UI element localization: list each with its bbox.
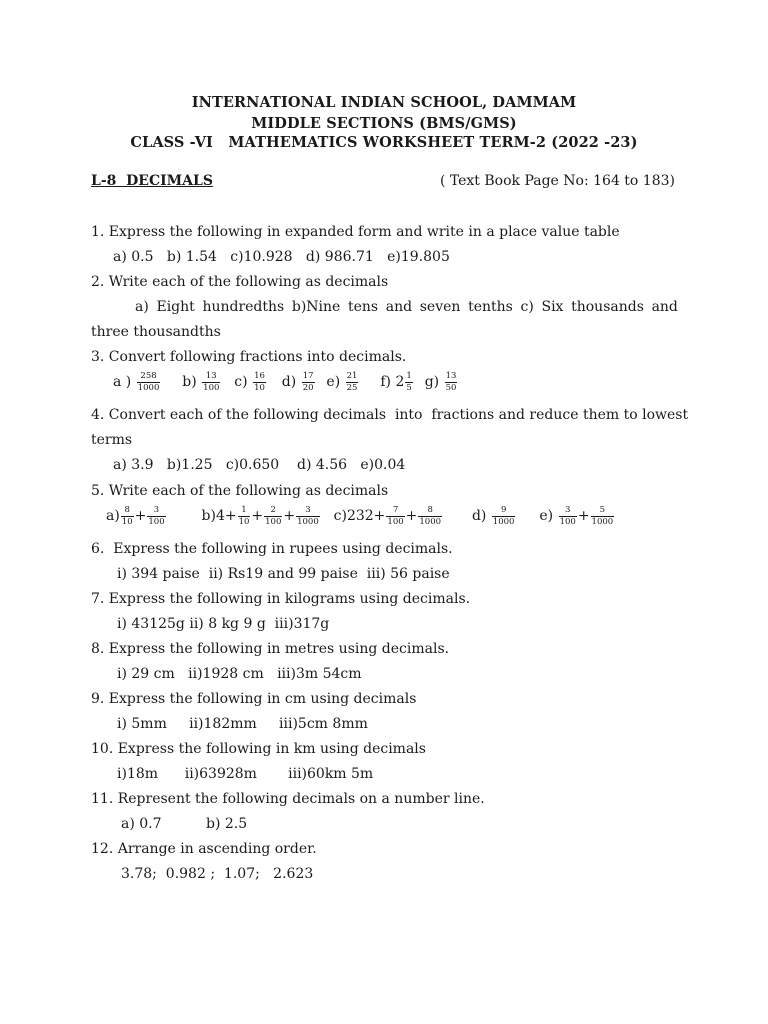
q2-word: c): [520, 299, 534, 315]
textbook-pages: ( Text Book Page No: 164 to 183): [439, 173, 675, 189]
q3-d-label: d): [281, 374, 297, 390]
fraction: $\frac{16}{10}$: [254, 371, 265, 393]
q2-word: b)Nine: [291, 299, 341, 315]
sections-heading: MIDDLE SECTIONS (BMS/GMS): [251, 115, 517, 132]
question-4-cont: terms: [91, 432, 133, 448]
q5-c-label: c)232+: [333, 508, 386, 524]
q2-word: tens: [347, 299, 379, 315]
question-4: 4. Convert each of the following decimals into fractions and reduce them to lowest: [91, 407, 689, 423]
question-5: 5. Write each of the following as decimals: [91, 483, 389, 499]
q2-word: a): [135, 299, 149, 315]
question-1-options: a) 0.5 b) 1.54 c)10.928 d) 986.71 e)19.805: [113, 249, 450, 265]
fraction: $\frac{3}{100}$: [559, 505, 576, 527]
question-3: 3. Convert following fractions into decimals.: [91, 349, 407, 365]
q2-word: Six: [541, 299, 564, 315]
lesson-title: L-8 DECIMALS: [91, 173, 213, 189]
q2-word: thousands: [571, 299, 644, 315]
fraction: $\frac{5}{1000}$: [591, 505, 614, 527]
question-2: 2. Write each of the following as decimals: [91, 274, 389, 290]
q5-d-label: d): [471, 508, 487, 524]
question-9: 9. Express the following in cm using decimals: [91, 691, 417, 707]
question-2-options-cont: three thousandths: [91, 324, 221, 340]
fraction: $\frac{7}{100}$: [387, 505, 404, 527]
fraction: $\frac{21}{25}$: [346, 371, 358, 393]
fraction: $\frac{8}{10}$: [121, 505, 133, 527]
question-6: 6. Express the following in rupees using decimals.: [91, 541, 453, 557]
q2-word: seven: [419, 299, 461, 315]
question-1: 1. Express the following in expanded form and write in a place value table: [91, 224, 620, 240]
question-12-options: 3.78; 0.982 ; 1.07; 2.623: [121, 866, 314, 882]
question-6-options: i) 394 paise ii) Rs19 and 99 paise iii) 56 paise: [117, 566, 450, 582]
fraction: $\frac{3}{100}$: [148, 505, 165, 527]
q3-g-label: g): [424, 374, 440, 390]
question-5-options: a) $\frac{8}{10}$ + $\frac{3}{100}$ b)4+ $\frac{1}{10}$ + $\frac{2}{100}$ + $\frac{3}{1000}$ c)232+ $\frac{7}{100}$ + $\frac{8}{1000}$ d) $\frac{9}{1000}$ e) $\frac{3}{100}$ + $\frac{5}{1000}$: [106, 505, 614, 527]
question-7-options: i) 43125g ii) 8 kg 9 g iii)317g: [117, 616, 330, 632]
q5-a-label: a): [106, 508, 120, 524]
question-2-options: [91, 299, 678, 315]
question-11-options: a) 0.7 b) 2.5: [121, 816, 248, 832]
question-7: 7. Express the following in kilograms using decimals.: [91, 591, 471, 607]
fraction: $\frac{1}{5}$: [406, 371, 412, 393]
worksheet-title: CLASS -VI MATHEMATICS WORKSHEET TERM-2 (2022 -23): [130, 134, 638, 151]
q5-b-label: b)4+: [201, 508, 237, 524]
fraction: $\frac{2}{100}$: [265, 505, 282, 527]
fraction: $\frac{258}{1000}$: [137, 371, 160, 393]
fraction: $\frac{9}{1000}$: [492, 505, 515, 527]
question-10-options: i)18m ii)63928m iii)60km 5m: [117, 766, 374, 782]
q3-f-label: f) 2: [380, 374, 405, 390]
question-11: 11. Represent the following decimals on a number line.: [91, 791, 485, 807]
question-9-options: i) 5mm ii)182mm iii)5cm 8mm: [117, 716, 368, 732]
q2-word: hundredths: [202, 299, 285, 315]
q2-word: and: [385, 299, 413, 315]
q3-a-label: a ): [113, 374, 132, 390]
q2-word: Eight: [156, 299, 195, 315]
fraction: $\frac{13}{100}$: [203, 371, 220, 393]
question-3-options: [113, 372, 458, 392]
question-8-options: i) 29 cm ii)1928 cm iii)3m 54cm: [117, 666, 362, 682]
fraction: $\frac{1}{10}$: [238, 505, 250, 527]
q3-c-label: c): [234, 374, 248, 390]
question-12: 12. Arrange in ascending order.: [91, 841, 317, 857]
q2-word: and: [651, 299, 678, 315]
q2-word: tenths: [468, 299, 513, 315]
fraction: $\frac{8}{1000}$: [419, 505, 442, 527]
fraction: $\frac{13}{50}$: [445, 371, 457, 393]
school-name: INTERNATIONAL INDIAN SCHOOL, DAMMAM: [191, 94, 577, 111]
question-10: 10. Express the following in km using decimals: [91, 741, 426, 757]
q5-e-label: e): [539, 508, 554, 524]
fraction: $\frac{17}{20}$: [302, 371, 314, 393]
q3-e-label: e): [326, 374, 341, 390]
q3-b-label: b): [182, 374, 197, 390]
question-4-options: a) 3.9 b)1.25 c)0.650 d) 4.56 e)0.04: [113, 457, 406, 473]
fraction: $\frac{3}{1000}$: [297, 505, 319, 527]
question-8: 8. Express the following in metres using decimals.: [91, 641, 450, 657]
